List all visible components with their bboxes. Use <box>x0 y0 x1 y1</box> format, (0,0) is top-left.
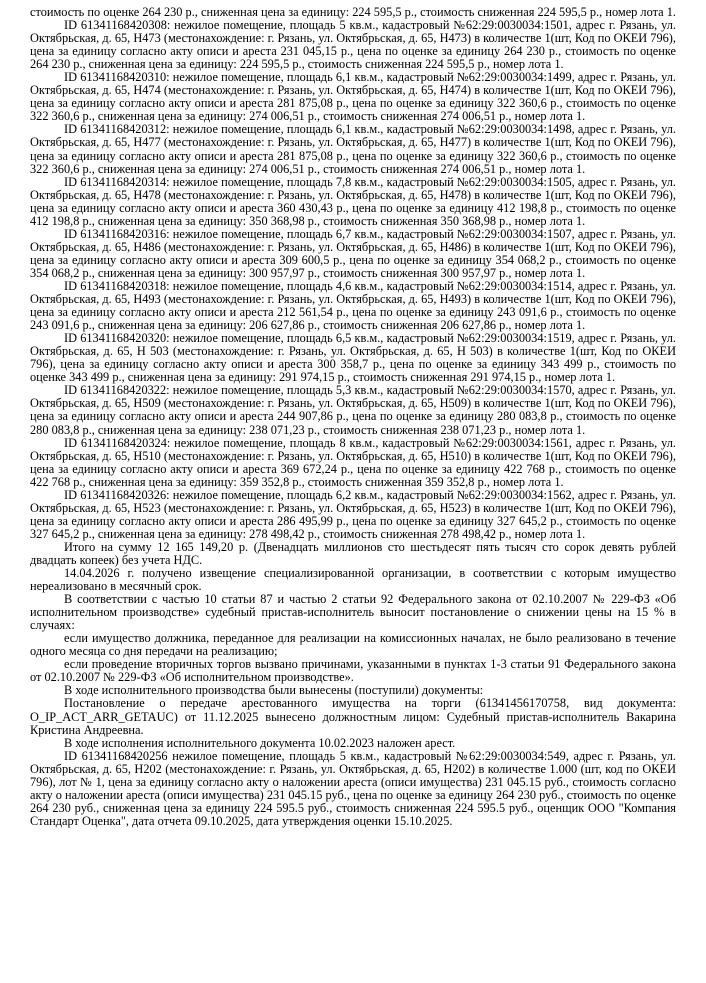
paragraph: В ходе исполнения исполнительного документа 10.02.2023 наложен арест. <box>64 735 456 750</box>
paragraph: ID 61341168420326: нежилое помещение, площадь 6,2 кв.м., кадастровый №62:29:0030034:1562, адрес г. Рязань, ул. Октябрьская, д. 65, Н523 (местонахождение: г. Рязань, ул. Октябрьская, д. 65, Н523) в количестве 1(шт, Код по ОКЕИ 796), цена за единицу согласно акту описи и ареста 286 495,99 р., цена по оценке за единицу 327 645,2 р., стоимость по оценке 327 645,2 р., сниженная цена за единицу: 278 498,42 р., стоимость сниженная 278 498,42 р., номер лота 1. <box>30 487 676 541</box>
paragraph: ID 61341168420310: нежилое помещение, площадь 6,1 кв.м., кадастровый №62:29:0030034:1499, адрес г. Рязань, ул. Октябрьская, д. 65, Н474 (местонахождение: г. Рязань, ул. Октябрьская, д. 65, Н474) в количестве 1(шт, Код по ОКЕИ 796), цена за единицу согласно акту описи и ареста 281 875,08 р., цена по оценке за единицу 322 360,6 р., стоимость по оценке 322 360,6 р., сниженная цена за единицу: 274 006,51 р., стоимость сниженная 274 006,51 р., номер лота 1. <box>30 70 676 124</box>
paragraph: ID 61341168420316: нежилое помещение, площадь 6,7 кв.м., кадастровый №62:29:0030034:1507, адрес г. Рязань, ул. Октябрьская, д. 65, Н486 (местонахождение: г. Рязань, ул. Октябрьская, д. 65, Н486) в количестве 1(шт, Код по ОКЕИ 796), цена за единицу согласно акту описи и ареста 309 600,5 р., цена по оценке за единицу 354 068,2 р., стоимость по оценке 354 068,2 р., сниженная цена за единицу: 300 957,97 р., стоимость сниженная 300 957,97 р., номер лота 1. <box>30 226 676 280</box>
paragraph: В соответствии с частью 10 статьи 87 и частью 2 статьи 92 Федерального закона от 02.10.2007 № 229-ФЗ «Об исполнительном производстве» судебный пристав-исполнитель выносит постановление о снижении цены на 15 % в случаях: <box>30 592 676 633</box>
paragraph: ID 61341168420324: нежилое помещение, площадь 8 кв.м., кадастровый №62:29:0030034:1561, адрес г. Рязань, ул. Октябрьская, д. 65, Н510 (местонахождение: г. Рязань, ул. Октябрьская, д. 65, Н510) в количестве 1(шт, Код по ОКЕИ 796), цена за единицу согласно акту описи и ареста 369 672,24 р., цена по оценке за единицу 422 768 р., стоимость по оценке 422 768 р., сниженная цена за единицу: 359 352,8 р., стоимость сниженная 359 352,8 р., номер лота 1. <box>30 435 676 489</box>
paragraph: ID 61341168420314: нежилое помещение, площадь 7,8 кв.м., кадастровый №62:29:0030034:1505, адрес г. Рязань, ул. Октябрьская, д. 65, Н478 (местонахождение: г. Рязань, ул. Октябрьская, д. 65, Н478) в количестве 1(шт, Код по ОКЕИ 796), цена за единицу согласно акту описи и ареста 360 430,43 р., цена по оценке за единицу 412 198,8 р., стоимость по оценке 412 198,8 р., сниженная цена за единицу: 350 368,98 р., стоимость сниженная 350 368,98 р., номер лота 1. <box>30 174 676 228</box>
paragraph: В ходе исполнительного производства были вынесены (поступили) документы: <box>64 683 484 698</box>
paragraph: ID 61341168420318: нежилое помещение, площадь 4,6 кв.м., кадастровый №62:29:0030034:1514, адрес г. Рязань, ул. Октябрьская, д. 65, Н493 (местонахождение: г. Рязань, ул. Октябрьская, д. 65, Н493) в количестве 1(шт, Код по ОКЕИ 796), цена за единицу согласно акту описи и ареста 212 561,54 р., цена по оценке за единицу 243 091,6 р., стоимость по оценке 243 091,6 р., сниженная цена за единицу: 206 627,86 р., стоимость сниженная 206 627,86 р., номер лота 1. <box>30 278 676 333</box>
paragraph: Итого на сумму 12 165 149,20 р. (Двенадцать миллионов сто шестьдесят пять тысяч сто сорок девять рублей двадцать копеек) без учета НДС. <box>30 539 676 567</box>
paragraph: ID 61341168420256 нежилое помещение, площадь 5 кв.м., кадастровый №62:29:0030034:549, адрес г. Рязань, ул. Октябрьская, д. 65, Н202 (местонахождение: г. Рязань, ул. Октябрьская, д. 65, Н202) в количестве 1.000 (шт, код по ОКЕИ 796), лот № 1, цена за единицу согласно акту о наложении ареста (описи имущества) 231 045.15 руб., стоимость согласно акту о наложении ареста (описи имущества) 231 045.15 руб., цена по оценке за единицу 264 230 руб., стоимость по оценке 264 230 руб., сниженная цена за единицу 224 595.5 руб., стоимость сниженная 224 595.5 руб., оценщик ООО "Компания Стандарт Оценка", дата отчета 09.10.2025, дата утверждения оценки 15.10.2025. <box>30 748 676 828</box>
paragraph: ID 61341168420308: нежилое помещение, площадь 5 кв.м., кадастровый №62:29:0030034:1501, адрес г. Рязань, ул. Октябрьская, д. 65, Н473 (местонахождение: г. Рязань, ул. Октябрьская, д. 65, Н473) в количестве 1(шт, Код по ОКЕИ 796), цена за единицу согласно акту описи и ареста 231 045,15 р., цена по оценке за единицу 264 230 р., стоимость по оценке 264 230 р., сниженная цена за единицу: 224 595,5 р., стоимость сниженная 224 595,5 р., номер лота 1. <box>30 18 676 72</box>
paragraph: ID 61341168420320: нежилое помещение, площадь 6,5 кв.м., кадастровый №62:29:0030034:1519, адрес г. Рязань, ул. Октябрьская, д. 65, Н 503 (местонахождение: г. Рязань, ул. Октябрьская, д. 65, Н 503) в количестве 1(шт, Код по ОКЕИ 796), цена за единицу согласно акту описи и ареста 300 358,7 р., цена по оценке за единицу 343 499 р., стоимость по оценке 343 499 р., сниженная цена за единицу: 291 974,15 р., стоимость сниженная 291 974,15 р., номер лота 1. <box>30 331 676 385</box>
paragraph: ID 61341168420312: нежилое помещение, площадь 6,1 кв.м., кадастровый №62:29:0030034:1498, адрес г. Рязань, ул. Октябрьская, д. 65, Н477 (местонахождение: г. Рязань, ул. Октябрьская, д. 65, Н477) в количестве 1(шт, Код по ОКЕИ 796), цена за единицу согласно акту описи и ареста 281 875,08 р., цена по оценке за единицу 322 360,6 р., стоимость по оценке 322 360,6 р., сниженная цена за единицу: 274 006,51 р., стоимость сниженная 274 006,51 р., номер лота 1. <box>30 122 676 176</box>
paragraph: Постановление о передаче арестованного имущества на торги (61341456170758, вид документа: O_IP_ACT_ARR_GETAUC) от 11.12.2025 вынесено должностным лицом: Судебный пристав-исполнитель Вакарина Кристина Андреевна. <box>30 696 676 737</box>
paragraph: если имущество должника, переданное для реализации на комиссионных началах, не было реализовано в течение одного месяца со дня передачи на реализацию; <box>30 631 676 659</box>
paragraph: 14.04.2026 г. получено извещение специализированной организации, в соответствии с которым имущество нереализовано в месячный срок. <box>30 566 676 594</box>
paragraph: стоимость по оценке 264 230 р., сниженная цена за единицу: 224 595,5 р., стоимость сниженная 224 595,5 р., номер лота 1. <box>30 5 676 19</box>
paragraph: если проведение вторичных торгов вызвано причинами, указанными в пунктах 1-3 статьи 91 Федерального закона от 02.10.2007 № 229-ФЗ «Об исполнительном производстве». <box>30 657 676 685</box>
paragraph: ID 61341168420322: нежилое помещение, площадь 5,3 кв.м., кадастровый №62:29:0030034:1570, адрес г. Рязань, ул. Октябрьская, д. 65, Н509 (местонахождение: г. Рязань, ул. Октябрьская, д. 65, Н509) в количестве 1(шт, Код по ОКЕИ 796), цена за единицу согласно акту описи и ареста 244 907,86 р., цена по оценке за единицу 280 083,8 р., стоимость по оценке 280 083,8 р., сниженная цена за единицу: 238 071,23 р., стоимость сниженная 238 071,23 р., номер лота 1. <box>30 383 676 437</box>
